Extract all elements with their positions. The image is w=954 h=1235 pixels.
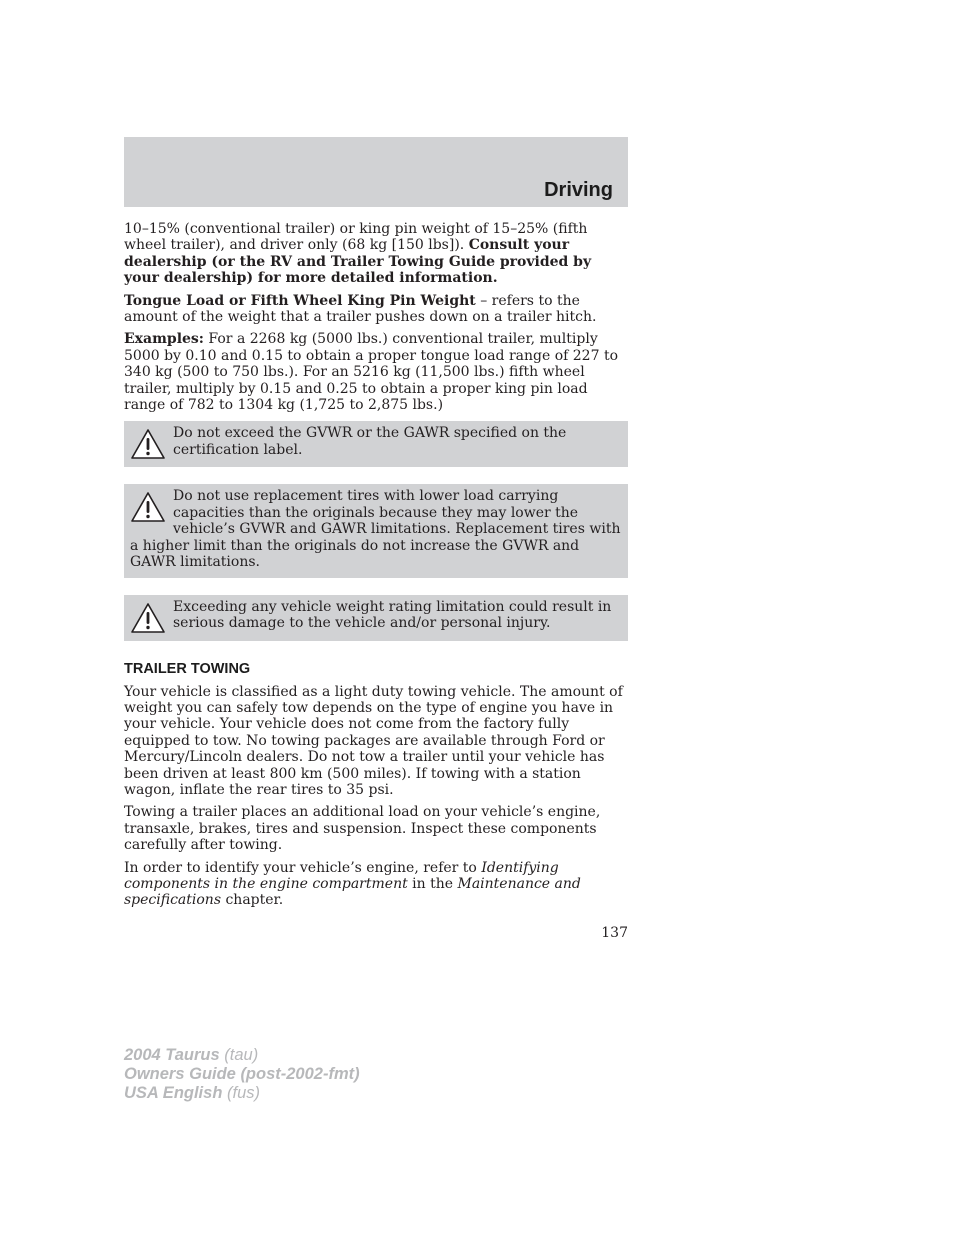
paragraph-towing-classification: Your vehicle is classified as a light duty towing vehicle. The amount of weight you can safely tow depends on the type of engine you have in your vehicle. Your vehicle does not come from the factory fully equipped to tow. No towing packages are available through Ford or Mercury/Lincoln dealers. Do not tow a trailer until your vehicle has been driven at least 800 km (500 miles). If towing with a station wagon, inflate the rear tires to 35 psi. <box>124 683 623 798</box>
paragraph-tongue-load: Tongue Load or Fifth Wheel King Pin Weight – refers to the amount of the weight that a trailer pushes down on a trailer hitch. <box>124 292 597 326</box>
page-number: 137 <box>601 925 628 941</box>
warning-text: Exceeding any vehicle weight rating limitation could result in serious damage to the vehicle and/or personal injury. <box>173 598 612 631</box>
trailer-towing-heading: TRAILER TOWING <box>124 660 251 677</box>
warning-box-weight-rating <box>124 595 628 641</box>
footer-line-language: USA English (fus) <box>124 1084 260 1102</box>
cross-reference-section: Identifying components in the engine compartment <box>124 859 559 892</box>
dealership-advice: Consult your dealership (or the RV and Trailer Towing Guide provided by your dealership) for more detailed information. <box>124 237 592 287</box>
cross-reference-chapter: Maintenance and specifications <box>124 875 581 909</box>
warning-text: Do not exceed the GVWR or the GAWR specified on the certification label. <box>173 425 567 458</box>
footer-line-guide: Owners Guide (post-2002-fmt) <box>124 1065 360 1083</box>
paragraph-towing-load: Towing a trailer places an additional load on your vehicle’s engine, transaxle, brakes, tires and suspension. Inspect these components carefully after towing. <box>124 804 601 854</box>
paragraph-weight-distribution: 10–15% (conventional trailer) or king pin weight of 15–25% (fifth wheel trailer), and driver only (68 kg [150 lbs]). Consult your dealership (or the RV and Trailer Towing Guide provided by your dealership) for more detailed information. <box>124 221 592 287</box>
footer-line-model: 2004 Taurus (tau) <box>124 1046 259 1064</box>
warning-triangle-icon <box>130 428 166 460</box>
section-title: Driving <box>544 179 613 201</box>
paragraph-engine-reference: In order to identify your vehicle’s engine, refer to Identifying components in the engine compartment in the Maintenance and specifications chapter. <box>124 859 581 909</box>
warning-triangle-icon <box>130 602 166 634</box>
warning-triangle-icon <box>130 491 166 523</box>
page-content <box>124 221 628 915</box>
warning-box-replacement-tires <box>124 484 628 577</box>
document-footer <box>124 1046 360 1103</box>
warning-box-gvwr <box>124 421 628 467</box>
examples-label: Examples: <box>124 331 204 348</box>
section-header-band <box>124 137 628 207</box>
warning-text: Do not use replacement tires with lower load carrying capacities than the originals because they may lower the vehicle’s GVWR and GAWR limitations. Replacement tires with a higher limit than the originals do not increase the GVWR and GAWR limitations. <box>130 488 621 571</box>
tongue-load-term: Tongue Load or Fifth Wheel King Pin Weight <box>124 292 476 309</box>
paragraph-examples: Examples: For a 2268 kg (5000 lbs.) conventional trailer, multiply 5000 by 0.10 and 0.15 to obtain a proper tongue load range of 227 to 340 kg (500 to 750 lbs.). For an 5216 kg (11,500 lbs.) fifth wheel trailer, multiply by 0.15 and 0.25 to obtain a proper king pin load range of 782 to 1304 kg (1,725 to 2,875 lbs.) <box>124 331 618 414</box>
